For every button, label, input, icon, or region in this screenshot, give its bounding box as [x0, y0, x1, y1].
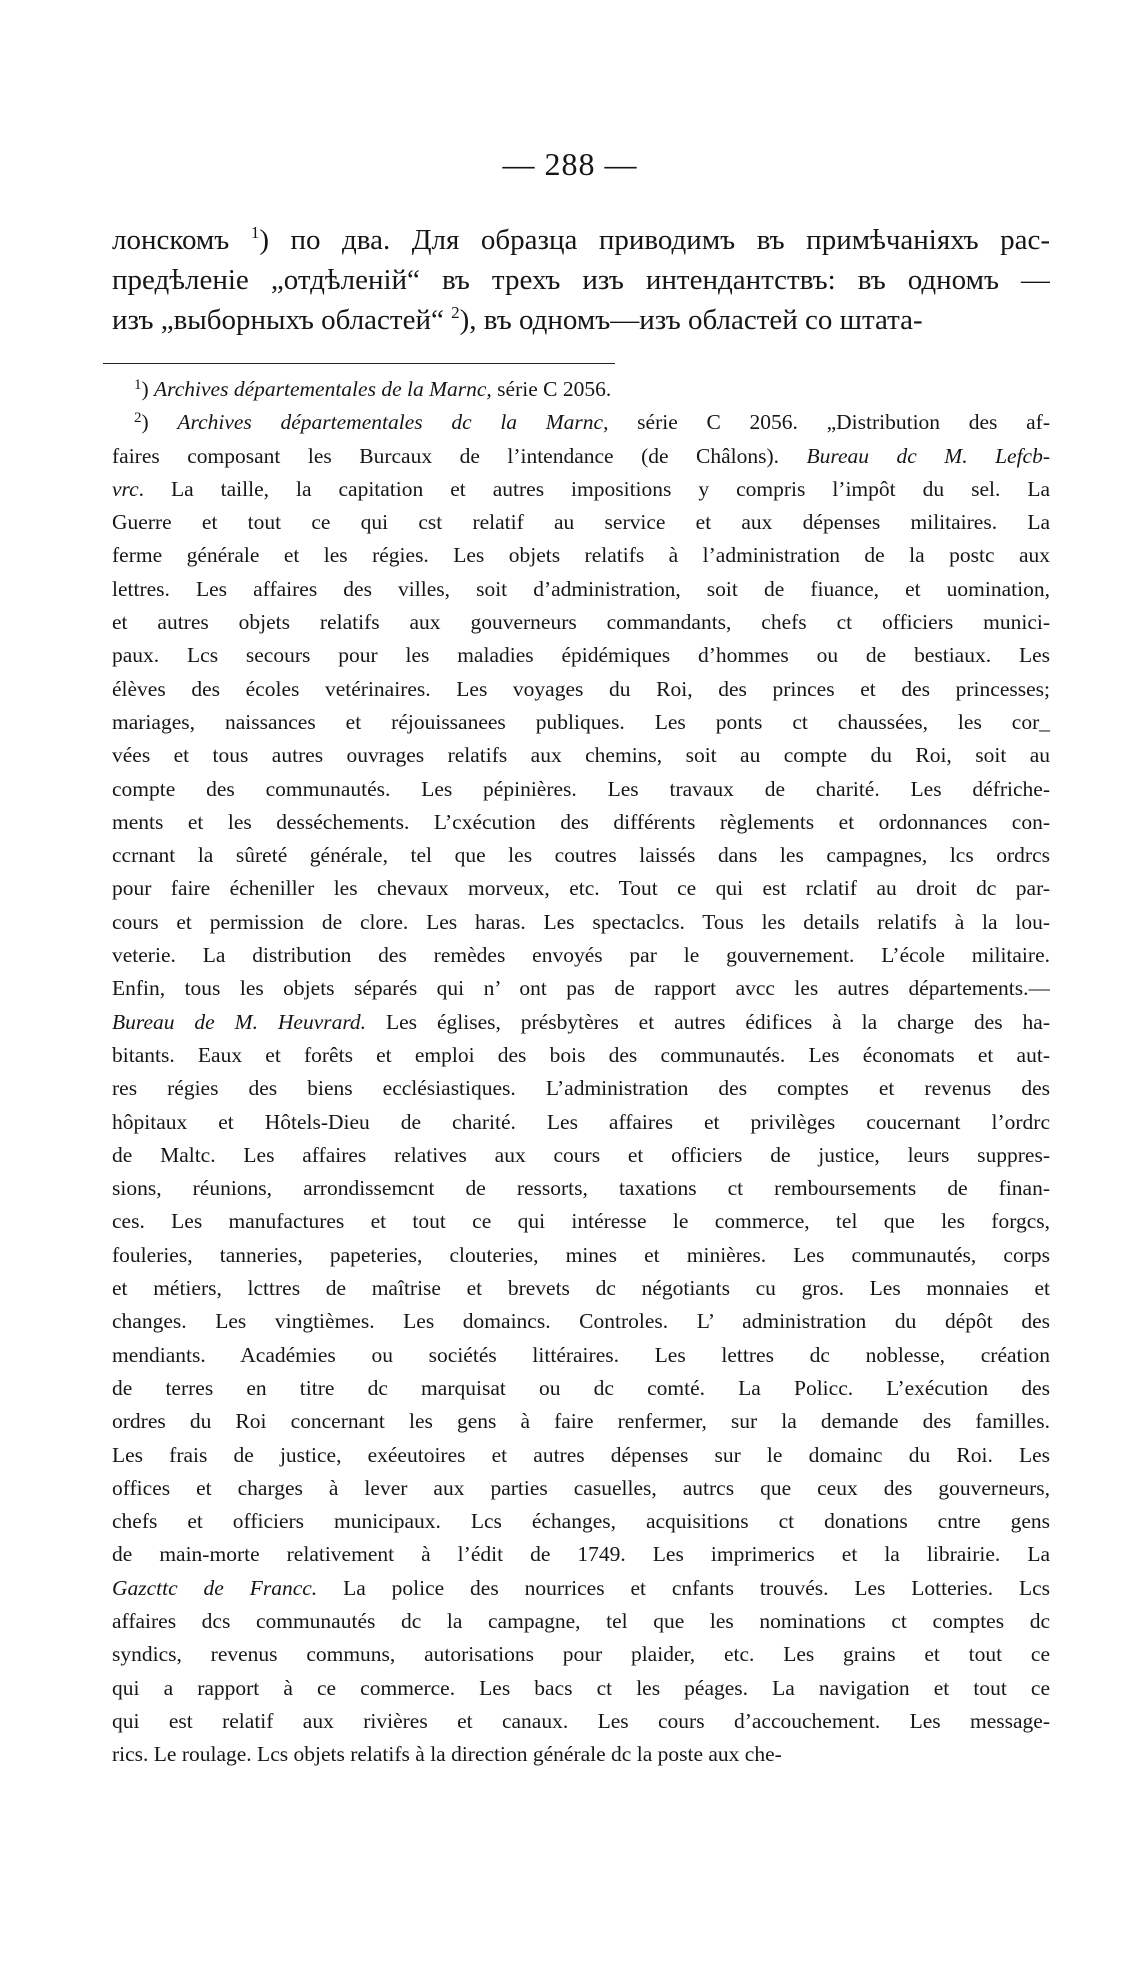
footnote-line: chefs et officiers municipaux. Lcs échanges, acquisitions ct donations cntre gens	[112, 1509, 1050, 1534]
footnote-line: qui est relatif aux rivières et canaux. Les cours d’accouchement. Les message-	[112, 1708, 1050, 1733]
footnotes	[112, 373, 1050, 1771]
footnote-line: veterie. La distribution des remèdes envoyés par le gouvernement. L’école militaire.	[112, 943, 1050, 968]
footnote-line: pour faire écheniller les chevaux morveux, etc. Tout ce qui est rclatif au droit dc par-	[112, 876, 1050, 901]
page-number: — 288 —	[502, 146, 638, 182]
footnote-2: $^2$) Archives départementales dc la Marnc, série C 2056. „Distribution des af-	[134, 410, 1050, 435]
footnote-line: élèves des écoles vetérinaires. Les voyages du Roi, des princes et des princesses;	[112, 676, 1050, 701]
footnote-text: . La taille, la capitation et autres impositions y compris l’impôt du sel. La	[138, 476, 1050, 501]
footnote-line: offices et charges à lever aux parties casuelles, autrcs que ceux des gouverneurs,	[112, 1475, 1050, 1500]
footnote-line: ferme générale et les régies. Les objets relatifs à l’administration de la postc aux	[112, 543, 1050, 568]
footnote-line: de Maltc. Les affaires relatives aux cours et officiers de justice, leurs suppres-	[112, 1142, 1050, 1167]
footnote-line: ccrnant la sûreté générale, tel que les coutres laissés dans les campagnes, lcs ordrcs	[112, 843, 1050, 868]
footnote-1: $^1$) Archives départementales de la Marnc, série C 2056.	[134, 377, 612, 401]
footnote-text: faires composant les Burcaux de l’intendance (de Châlons).	[112, 443, 780, 468]
footnote-line	[112, 473, 1050, 506]
footnote-line: cours et permission de clore. Les haras. Les spectaclcs. Tous les details relatifs à la lou-	[112, 909, 1050, 934]
footnote-line: qui a rapport à ce commerce. Les bacs ct les péages. La navigation et tout ce	[112, 1675, 1050, 1700]
footnote-source: Archives départementales de la Marnc,	[154, 377, 492, 401]
footnote-line: et métiers, lcttres de maîtrise et brevets dc négotiants cu gros. Les monnaies et	[112, 1276, 1050, 1301]
footnote-line: affaires dcs communautés dc la campagne, tel que les nominations ct comptes dc	[112, 1608, 1050, 1633]
footnote-line: syndics, revenus communs, autorisations pour plaider, etc. Les grains et tout ce	[112, 1642, 1050, 1667]
footnote-line: vées et tous autres ouvrages relatifs aux chemins, soit au compte du Roi, soit au	[112, 743, 1050, 768]
footnote-line: et autres objets relatifs aux gouverneurs commandants, chefs ct officiers munici-	[112, 610, 1050, 635]
footnote-italic: Bureau de M. Heuvrard.	[112, 1009, 367, 1034]
footnote-line: changes. Les vingtièmes. Les domaincs. Controles. L’ administration du dépôt des	[112, 1309, 1050, 1334]
footnote-line: bitants. Eaux et forêts et emploi des bois des communautés. Les économats et aut-	[112, 1042, 1050, 1067]
footnote-line	[112, 1006, 1050, 1039]
footnote-line	[112, 440, 1050, 473]
body-text	[112, 220, 1050, 340]
footnote-line: Guerre et tout ce qui cst relatif au service et aux dépenses militaires. La	[112, 510, 1050, 535]
footnote-line: Les frais de justice, exéeutoires et autres dépenses sur le domainc du Roi. Les	[112, 1442, 1050, 1467]
body-text-fragment: изъ „выборныхъ областей“	[112, 304, 444, 336]
footnote-line: mendiants. Académies ou sociétés littéraires. Les lettres dc noblesse, création	[112, 1342, 1050, 1367]
body-line: предѣленіе „отдѣленій“ въ трехъ изъ интендантствъ: въ одномъ —	[112, 264, 1050, 296]
footnote-line: de main-morte relativement à l’édit de 1749. Les imprimerics et la librairie. La	[112, 1542, 1050, 1567]
footnote-line: Enfin, tous les objets séparés qui n’ ont pas de rapport avcc les autres départements.—	[112, 976, 1050, 1001]
footnote-marker: 1	[134, 377, 142, 393]
footnote-line: ordres du Roi concernant les gens à faire renfermer, sur la demande des familles.	[112, 1409, 1050, 1434]
footnote-line: fouleries, tanneries, papeteries, clouteries, mines et minières. Les communautés, corps	[112, 1242, 1050, 1267]
footnote-line: de terres en titre dc marquisat ou dc comté. La Policc. L’exécution des	[112, 1375, 1050, 1400]
footnote-line: mariages, naissances et réjouissanees publiques. Les ponts ct chaussées, les cor_	[112, 709, 1050, 734]
body-line: лонскомъ $^1$) по два. Для образца приводимъ въ примѣчаніяхъ рас-	[112, 223, 1050, 256]
footnote-line: ces. Les manufactures et tout ce qui intéresse le commerce, tel que les forgcs,	[112, 1209, 1050, 1234]
footnote-italic: Gazcttc de Francc.	[112, 1575, 318, 1600]
footnote-italic: vrc	[112, 476, 139, 501]
body-text-fragment: ), въ одномъ—изъ областей со штата-	[459, 304, 923, 336]
footnote-text: La police des nourrices et cnfants trouvés. Les Lotteries. Lcs	[343, 1575, 1050, 1600]
footnote-line: res régies des biens ecclésiastiques. L’administration des comptes et revenus des	[112, 1076, 1050, 1101]
footnote-line	[112, 1572, 1050, 1605]
footnote-italic: Bureau dc M. Lefcb-	[806, 443, 1050, 468]
body-line	[112, 300, 1050, 340]
body-text-fragment: лонскомъ	[112, 224, 230, 256]
body-text-fragment: по два. Для образца приводимъ въ примѣчаніяхъ рас-	[290, 224, 1050, 256]
footnote-ref: 2	[451, 303, 460, 322]
footnote-ref: 1	[250, 223, 260, 242]
footnote-line: paux. Lcs secours pour les maladies épidémiques d’hommes ou de bestiaux. Les	[112, 643, 1050, 668]
footnote-rule	[103, 363, 615, 364]
footnote-line: lettres. Les affaires des villes, soit d’administration, soit de fiuance, et uomination,	[112, 576, 1050, 601]
footnote-text: série C 2056. „Distribution des af-	[608, 410, 1050, 435]
footnote-line: sions, réunions, arrondissemcnt de ressorts, taxations ct remboursements de finan-	[112, 1176, 1050, 1201]
footnote-line: rics. Le roulage. Lcs objets relatifs à la direction générale dc la poste aux che-	[112, 1742, 782, 1767]
footnote-text: série C 2056.	[491, 377, 612, 401]
footnote-marker: 2	[134, 410, 142, 427]
footnote-source: Archives départementales dc la Marnc,	[177, 410, 609, 435]
footnote-line: hôpitaux et Hôtels-Dieu de charité. Les affaires et privilèges coucernant l’ordrc	[112, 1109, 1050, 1134]
footnote-line: ments et les desséchements. L’cxécution des différents règlements et ordonnances con-	[112, 809, 1050, 834]
footnote-line: compte des communautés. Les pépinières. Les travaux de charité. Les défriche-	[112, 776, 1050, 801]
footnote-text: Les églises, présbytères et autres édifices à la charge des ha-	[386, 1009, 1050, 1034]
